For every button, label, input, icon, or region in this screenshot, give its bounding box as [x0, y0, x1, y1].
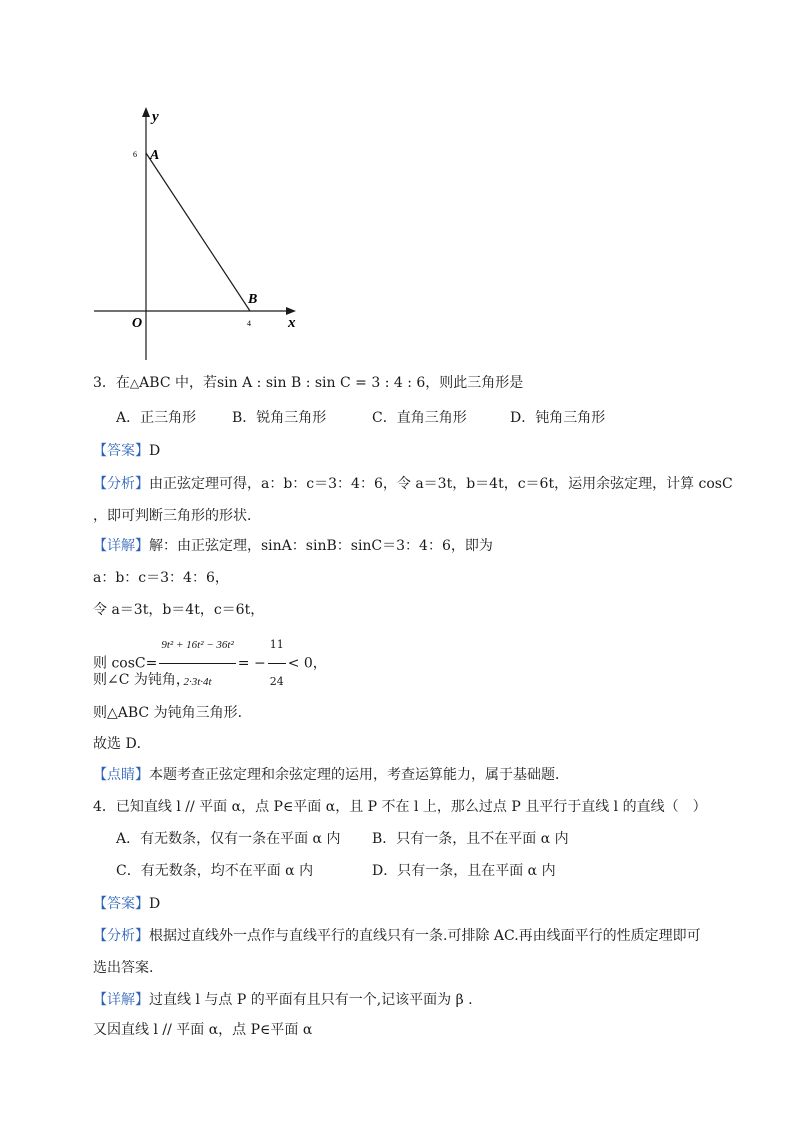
- q4-option-d: D．只有一条，且在平面 α 内: [372, 863, 556, 879]
- q4-analysis: 【分析】根据过直线外一点作与直线平行的直线只有一条.可排除 AC.再由线面平行的性质定理即可: [93, 928, 701, 944]
- answer-tag: 【答案】: [93, 896, 149, 912]
- x-axis-label: x: [288, 315, 296, 331]
- q4-detail: 【详解】过直线 l 与点 P 的平面有且只有一个,记该平面为 β .: [93, 992, 473, 1008]
- q3-option-b: B．锐角三角形: [232, 410, 327, 426]
- q3-option-d: D．钝角三角形: [510, 410, 606, 426]
- analysis-tag: 【分析】: [93, 928, 149, 944]
- cosine-fraction: $\frac{\text{9t² + 16t² − 36t²}}{2\cdot 3t\cdot 4t}$: [159, 627, 235, 700]
- q3-detail-substitution: 令 a＝3t，b＝4t，c＝6t，: [93, 602, 265, 618]
- answer-tag: 【答案】: [93, 443, 149, 459]
- origin-label: O: [132, 316, 143, 331]
- point-b-label: B: [248, 292, 258, 307]
- y-tick-label: 6: [133, 150, 137, 159]
- q4-option-b: B．只有一条，且不在平面 α 内: [372, 831, 569, 847]
- q3-detail-ratio: a：b：c＝3：4：6，: [93, 570, 229, 586]
- q3-cosine-formula: 则 cosC= $\frac{\text{9t² + 16t² − 36t²}}{2\cdot 3t\cdot 4t}$ = − $\frac{11}{24}$ < 0，: [93, 627, 327, 700]
- q4-option-c: C．有无数条，均不在平面 α 内: [116, 863, 314, 879]
- analysis-tag: 【分析】: [93, 476, 149, 492]
- q3-option-c: C．直角三角形: [372, 410, 467, 426]
- q4-detail-cont: 又因直线 l // 平面 α，点 P∈平面 α: [93, 1022, 313, 1038]
- detail-tag: 【详解】: [93, 538, 149, 554]
- result-fraction: $\frac{11}{24}$: [268, 627, 286, 700]
- coordinate-figure: [90, 105, 320, 365]
- q3-analysis-cont: ，即可判断三角形的形状．: [93, 508, 261, 524]
- q3-detail-conclusion: 则△ABC 为钝角三角形．: [93, 705, 252, 721]
- x-tick-label: 4: [247, 319, 251, 328]
- q3-answer: 【答案】D: [93, 443, 161, 459]
- triangle-icon: △: [129, 376, 140, 390]
- q4-analysis-cont: 选出答案.: [93, 960, 154, 976]
- comment-tag: 【点睛】: [93, 767, 149, 783]
- point-a-label: A: [150, 148, 160, 163]
- q3-analysis: 【分析】由正弦定理可得，a：b：c＝3：4：6，令 a＝3t，b＝4t，c＝6t，运用余弦定理，计算 cosC: [93, 476, 733, 492]
- q4-answer: 【答案】D: [93, 896, 161, 912]
- x-axis-arrow: [286, 307, 296, 315]
- q4-option-a: A．有无数条，仅有一条在平面 α 内: [116, 831, 341, 847]
- q3-detail-obtuse-angle: 则∠C 为钝角，: [93, 672, 190, 688]
- q3-option-a: A．正三角形: [116, 410, 197, 426]
- q3-detail: 【详解】解：由正弦定理，sinA：sinB：sinC＝3：4：6，即为: [93, 538, 493, 554]
- segment-ab: [146, 153, 250, 311]
- y-axis-label: y: [152, 109, 159, 125]
- q3-comment: 【点睛】本题考查正弦定理和余弦定理的运用，考查运算能力，属于基础题．: [93, 767, 569, 783]
- detail-tag: 【详解】: [93, 992, 149, 1008]
- q3-prompt: 3．在△ABC 中，若sin A : sin B : sin C = 3 : 4 : 6，则此三角形是: [93, 375, 524, 391]
- q3-detail-choice: 故选 D．: [93, 736, 151, 752]
- q4-prompt: 4．已知直线 l // 平面 α，点 P∈平面 α，且 P 不在 l 上，那么过点 P 且平行于直线 l 的直线（ ）: [93, 799, 707, 815]
- y-axis-arrow: [142, 107, 150, 117]
